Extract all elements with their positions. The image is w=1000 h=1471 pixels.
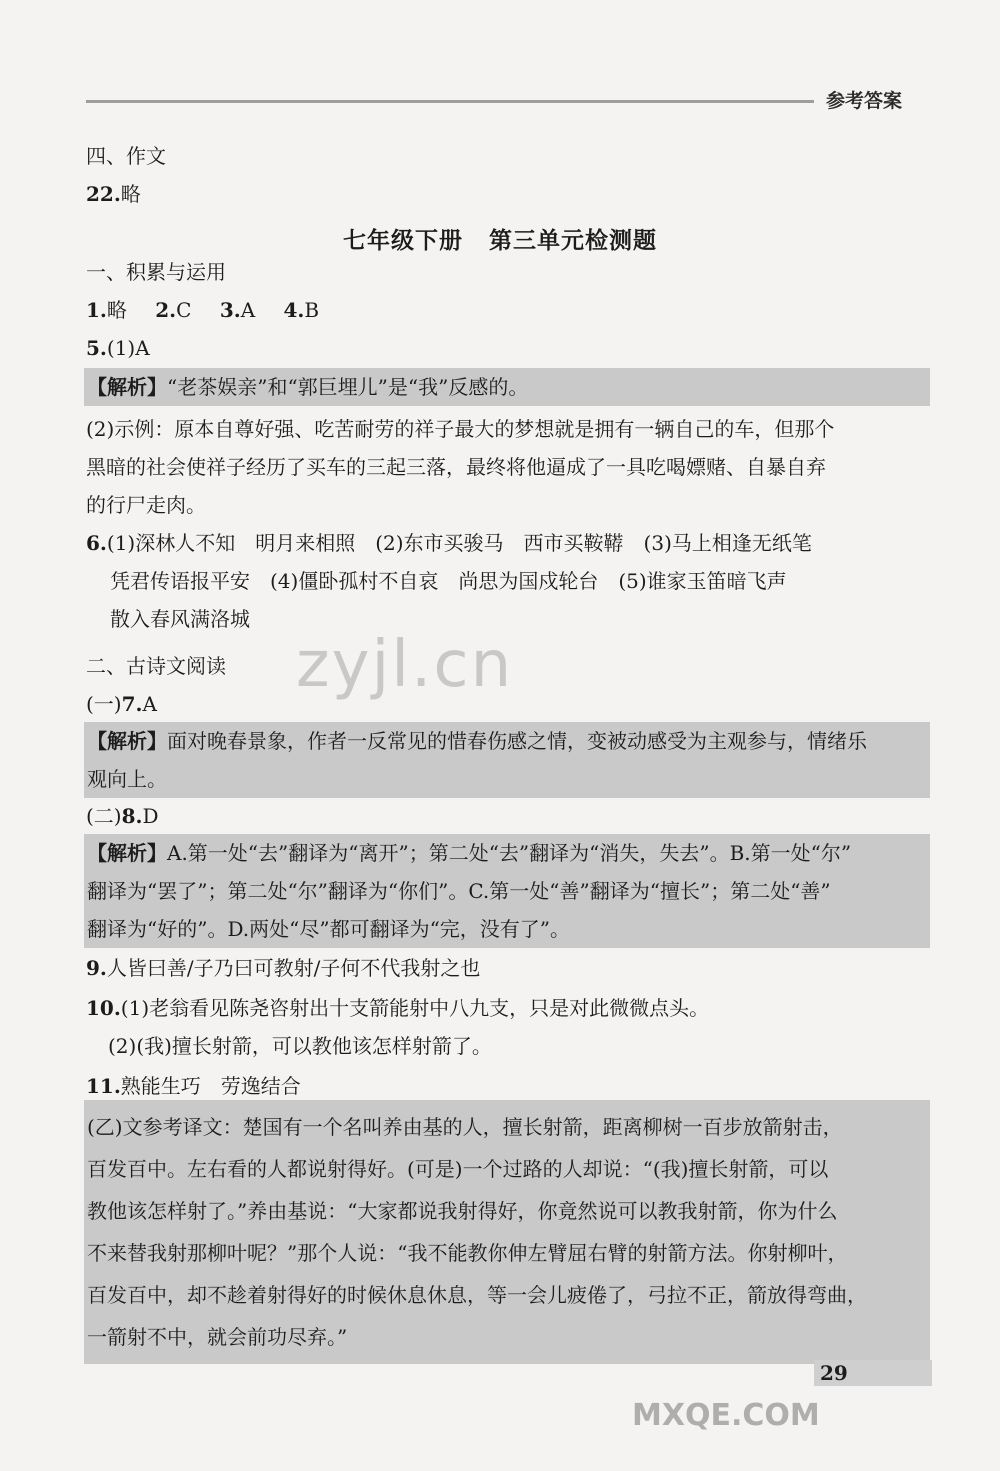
q10-2-answer: (2)(我)擅长射箭，可以教他该怎样射箭了。 (108, 1034, 492, 1058)
title-right: 第三单元检测题 (489, 228, 657, 254)
q11 (86, 1072, 301, 1100)
part2-heading: 二、古诗文阅读 (86, 654, 226, 678)
q5-2-line: 黑暗的社会使祥子经历了买车的三起三落，最终将他逼成了一具吃喝嫖赌、自暴自弃 (86, 455, 826, 479)
watermark-center: zyjl.cn (296, 628, 514, 702)
analysis-text: “老茶娱亲”和“郭巨埋儿”是“我”反感的。 (167, 375, 529, 399)
q8-prefix: (二) (86, 804, 122, 828)
translation-line: 一箭射不中，就会前功尽弃。” (87, 1325, 348, 1349)
q2-number: 2. (155, 298, 177, 322)
translation-line: 教他该怎样射了。”养由基说：“大家都说我射得好，你竟然说可以教我射箭，你为什么 (87, 1199, 838, 1223)
q7-analysis-note (84, 722, 930, 798)
q7-number: 7. (121, 692, 143, 716)
analysis-text: 面对晚春景象，作者一反常见的惜春伤感之情，变被动感受为主观参与，情绪乐 (167, 729, 867, 753)
q6-number: 6. (86, 531, 107, 555)
q8-number: 8. (121, 804, 143, 828)
q10-number: 10. (86, 996, 121, 1020)
q1-4-answers (86, 296, 319, 324)
translation-line: 不来替我射那柳叶呢？”那个人说：“我不能教你伸左臂屈右臂的射箭方法。你射柳叶， (87, 1241, 848, 1265)
translation-line: (乙)文参考译文：楚国有一个名叫养由基的人，擅长射箭，距离柳树一百步放箭射击， (87, 1115, 843, 1139)
q8-answer: D (142, 804, 159, 828)
q7 (86, 690, 157, 718)
q10-1 (86, 994, 709, 1022)
q5-1-answer: (1)A (106, 336, 150, 360)
analysis-label: 【解析】 (87, 729, 167, 753)
q11-answer: 熟能生巧 劳逸结合 (120, 1074, 301, 1098)
q5-2-line: (2)示例：原本自尊好强、吃苦耐劳的祥子最大的梦想就是拥有一辆自己的车，但那个 (86, 417, 835, 441)
q5-2-answer (86, 410, 932, 524)
q5-analysis-note (84, 368, 930, 406)
q7-answer: A (142, 692, 157, 716)
title-left: 七年级下册 (343, 228, 463, 254)
q5-part1 (86, 334, 150, 362)
page-number: 29 (820, 1361, 848, 1385)
q8 (86, 802, 159, 830)
q22 (86, 180, 141, 208)
q3-answer: A (240, 298, 256, 322)
header-rule (86, 100, 814, 103)
translation-box (84, 1100, 930, 1364)
page-title (0, 222, 1000, 255)
q4-answer: B (304, 298, 320, 322)
q10-1-answer: (1)老翁看见陈尧咨射出十支箭能射中八九支，只是对此微微点头。 (120, 996, 710, 1020)
q5-2-line: 的行尸走肉。 (86, 493, 206, 517)
q9-number: 9. (86, 956, 107, 980)
watermark-bottom: MXQE.COM (632, 1398, 820, 1433)
analysis-text: 观向上。 (87, 767, 167, 791)
q8-analysis-note (84, 834, 930, 948)
q2-answer: C (176, 298, 192, 322)
translation-line: 百发百中，却不趁着射得好的时候休息休息，等一会儿疲倦了，弓拉不正，箭放得弯曲， (87, 1283, 867, 1307)
analysis-text: 翻译为“好的”。D.两处“尽”都可翻译为“完，没有了”。 (87, 917, 571, 941)
q4-number: 4. (283, 298, 305, 322)
q1-number: 1. (86, 298, 107, 322)
analysis-label: 【解析】 (87, 841, 167, 865)
q1-answer: 略 (106, 298, 127, 322)
analysis-text: A.第一处“去”翻译为“离开”；第二处“去”翻译为“消失，失去”。B.第一处“尔” (167, 841, 852, 865)
header-label: 参考答案 (826, 90, 903, 112)
translation-line: 百发百中。左右看的人都说射得好。(可是)一个过路的人却说：“(我)擅长射箭，可以 (87, 1157, 829, 1181)
q9-answer: 人皆曰善/子乃曰可教射/子何不代我射之也 (106, 956, 481, 980)
analysis-label: 【解析】 (87, 375, 167, 399)
q11-number: 11. (86, 1074, 121, 1098)
q5-number: 5. (86, 336, 107, 360)
q7-prefix: (一) (86, 692, 122, 716)
q3-number: 3. (219, 298, 241, 322)
q9 (86, 954, 480, 982)
section-four-heading: 四、作文 (86, 144, 166, 168)
q6-line: 凭君传语报平安 (4)僵卧孤村不自哀 尚思为国戍轮台 (5)谁家玉笛暗飞声 (110, 569, 787, 593)
q6-line: (1)深林人不知 明月来相照 (2)东市买骏马 西市买鞍鞯 (3)马上相逢无纸笔 (106, 531, 812, 555)
q22-number: 22. (86, 182, 121, 206)
q6-answer (86, 524, 932, 638)
analysis-text: 翻译为“罢了”；第二处“尔”翻译为“你们”。C.第一处“善”翻译为“擅长”；第二处“善” (87, 879, 831, 903)
part1-heading: 一、积累与运用 (86, 260, 226, 284)
q6-line: 散入春风满洛城 (110, 607, 250, 631)
q22-answer: 略 (120, 182, 141, 206)
